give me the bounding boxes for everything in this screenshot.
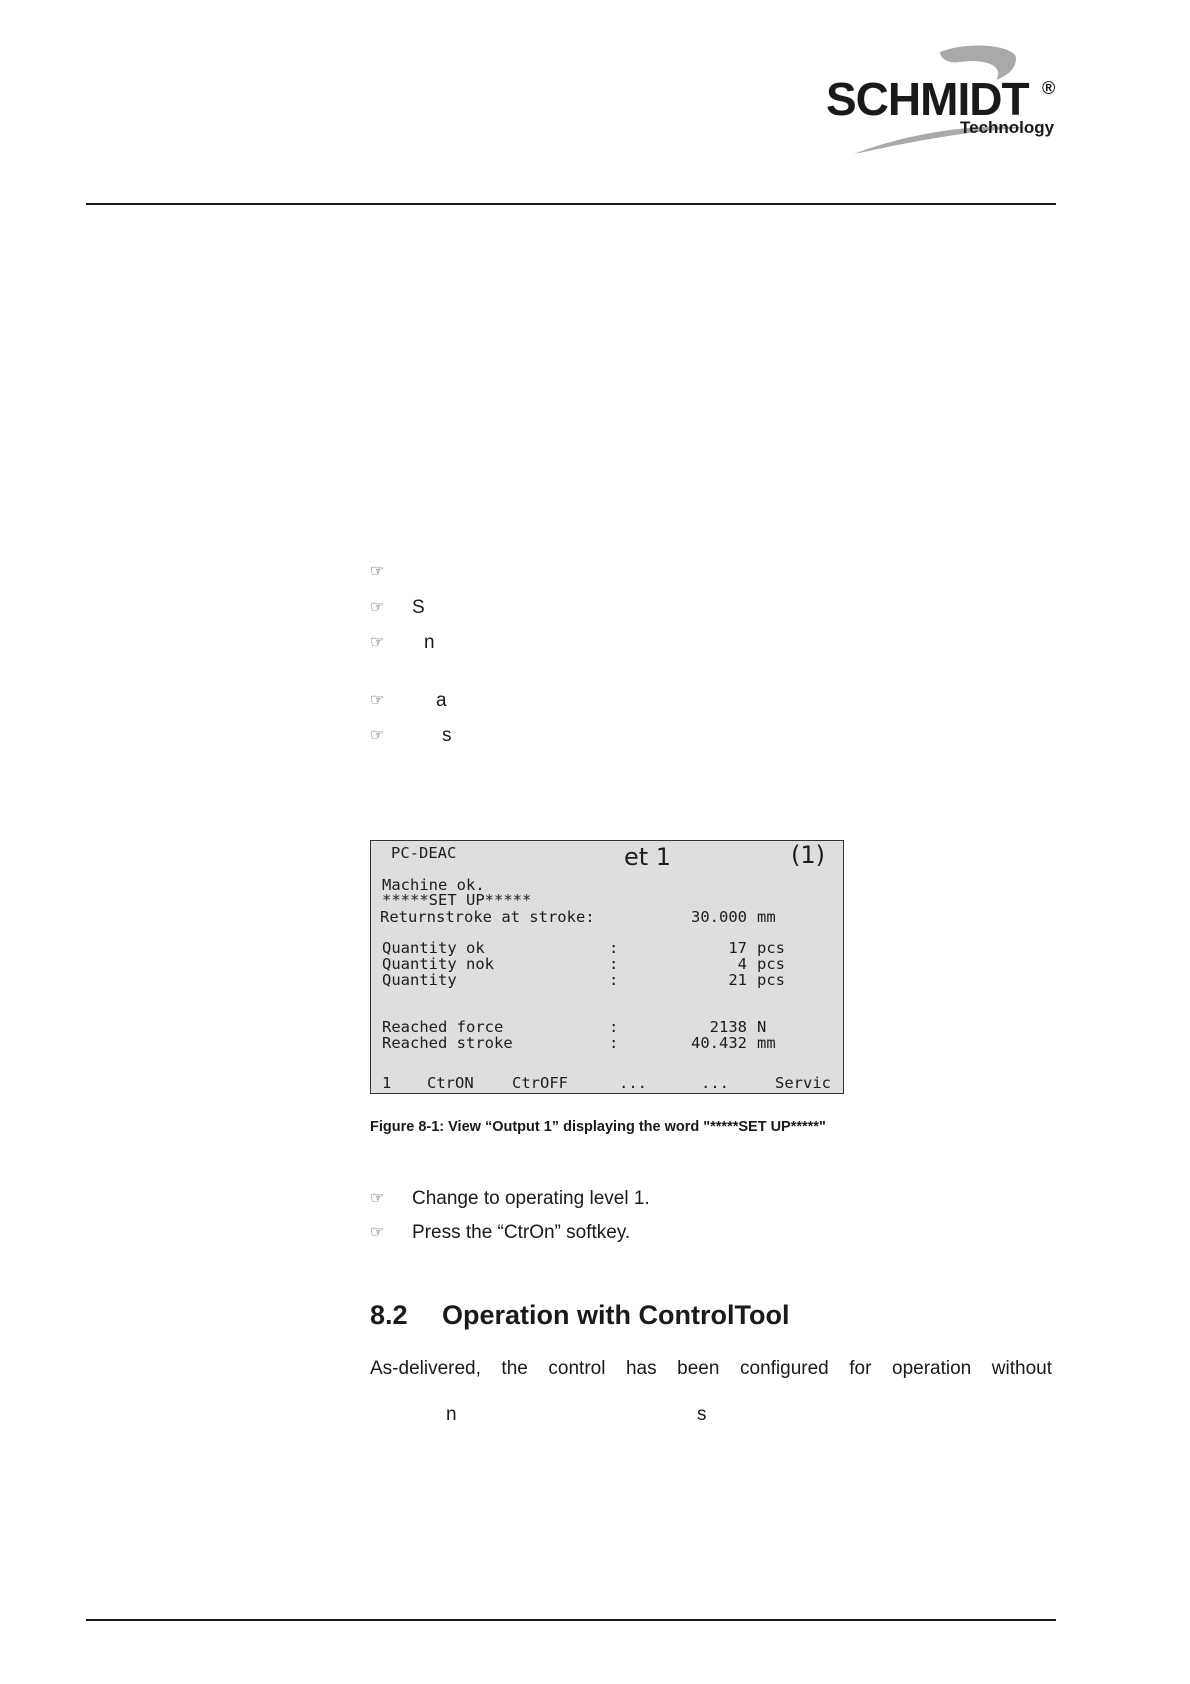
- section-heading: [370, 1300, 789, 1331]
- lcd-returnstroke-label: Returnstroke at stroke:: [380, 908, 595, 926]
- logo-registered-mark: ®: [1042, 78, 1056, 98]
- lcd-quantity-value: 4: [737, 955, 747, 973]
- lcd-reached-sep: :: [609, 1034, 619, 1052]
- lcd-status-line: Machine ok.: [382, 876, 485, 894]
- lcd-setup-line: *****SET UP*****: [382, 891, 532, 909]
- pointing-hand-icon: ☞: [370, 1190, 385, 1207]
- bullet-text: s: [442, 725, 452, 746]
- body-fragment: n: [446, 1404, 457, 1425]
- lcd-quantity-label: Quantity nok: [382, 955, 494, 973]
- bullet-text: S: [412, 597, 425, 618]
- lcd-returnstroke-value: 30.000: [691, 908, 747, 926]
- section-title: Operation with ControlTool: [442, 1300, 790, 1330]
- bullet-text: a: [436, 690, 447, 711]
- lcd-reached-value: 2138: [709, 1018, 747, 1036]
- lcd-header-center: et 1: [624, 843, 672, 871]
- pointing-hand-icon: ☞: [370, 634, 385, 651]
- lcd-quantity-unit: pcs: [757, 955, 785, 973]
- softkey-service[interactable]: Servic: [775, 1074, 831, 1092]
- softkey-ctron[interactable]: CtrON: [427, 1074, 474, 1092]
- bullet-text: Change to operating level 1.: [412, 1188, 650, 1209]
- pointing-hand-icon: ☞: [370, 599, 385, 616]
- body-fragment: s: [697, 1404, 707, 1425]
- lcd-quantity-value: 17: [728, 939, 747, 957]
- lcd-reached-sep: :: [609, 1018, 619, 1036]
- lcd-quantity-sep: :: [609, 955, 619, 973]
- logo-brand-text: SCHMIDT: [826, 73, 1029, 125]
- bullet-text: n: [424, 632, 435, 653]
- schmidt-technology-logo: [820, 44, 1060, 160]
- pointing-hand-icon: ☞: [370, 727, 385, 744]
- body-paragraph-line: As-delivered, the control has been configured for operation without: [370, 1358, 1052, 1379]
- section-number: 8.2: [370, 1300, 408, 1330]
- lcd-header-right: (1): [791, 841, 825, 869]
- pointing-hand-icon: ☞: [370, 1224, 385, 1241]
- softkey-blank-1[interactable]: ...: [619, 1074, 647, 1092]
- lcd-reached-label: Reached stroke: [382, 1034, 513, 1052]
- lcd-quantity-label: Quantity ok: [382, 939, 485, 957]
- lcd-display: [370, 840, 844, 1094]
- bullet-text: Press the “CtrOn” softkey.: [412, 1222, 631, 1243]
- softkey-blank-2[interactable]: ...: [701, 1074, 729, 1092]
- figure-caption: Figure 8-1: View “Output 1” displaying the word "*****SET UP*****": [370, 1119, 826, 1135]
- header-rule: [86, 203, 1056, 205]
- logo-subline-text: Technology: [960, 118, 1055, 137]
- lcd-reached-label: Reached force: [382, 1018, 504, 1036]
- softkey-1[interactable]: 1: [382, 1074, 392, 1092]
- lcd-reached-unit: N: [757, 1018, 767, 1036]
- lcd-quantity-value: 21: [728, 971, 747, 989]
- lcd-quantity-unit: pcs: [757, 971, 785, 989]
- lcd-reached-value: 40.432: [691, 1034, 747, 1052]
- softkey-ctroff[interactable]: CtrOFF: [512, 1074, 568, 1092]
- pointing-hand-icon: ☞: [370, 692, 385, 709]
- lcd-quantity-label: Quantity: [382, 971, 457, 989]
- lcd-reached-unit: mm: [757, 1034, 776, 1052]
- lcd-returnstroke-unit: mm: [757, 908, 776, 926]
- lcd-quantity-sep: :: [609, 971, 619, 989]
- pointing-hand-icon: ☞: [370, 563, 385, 580]
- lcd-header-left: PC-DEAC: [391, 844, 457, 862]
- lcd-quantity-sep: :: [609, 939, 619, 957]
- lcd-quantity-unit: pcs: [757, 939, 785, 957]
- footer-rule: [86, 1619, 1056, 1621]
